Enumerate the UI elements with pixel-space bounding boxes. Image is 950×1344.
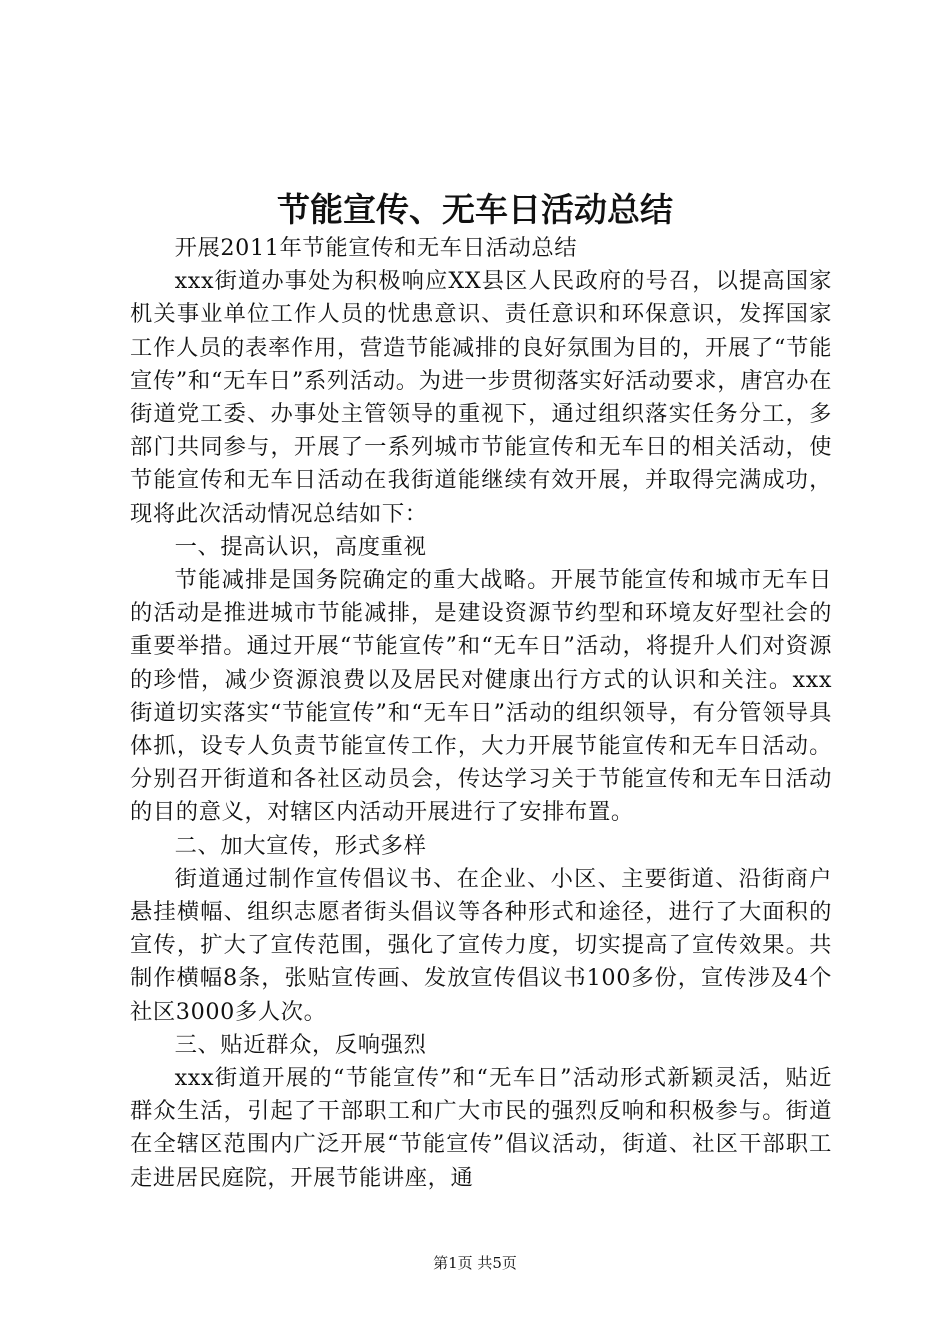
paragraph-intro: xxx街道办事处为积极响应XX县区人民政府的号召，以提高国家机关事业单位工作人员的忧患意识、责任意识和环保意识，发挥国家工作人员的表率作用，营造节能减排的良好氛围为目的，开展了“节能宣传”和“无车日”系列活动。为进一步贯彻落实好活动要求，唐宫办在街道党工委、办事处主管领导的重视下，通过组织落实任务分工，多部门共同参与，开展了一系列城市节能宣传和无车日的相关活动，使节能宣传和无车日活动在我街道能继续有效开展，并取得完满成功，现将此次活动情况总结如下： (130, 268, 832, 527)
section-heading-1: 一、提高认识，高度重视 (174, 533, 427, 560)
document-title: 节能宣传、无车日活动总结 (277, 190, 673, 229)
paragraph-section-3: xxx街道开展的“节能宣传”和“无车日”活动形式新颖灵活，贴近群众生活，引起了干部职工和广大市民的强烈反响和积极参与。街道在全辖区范围内广泛开展“节能宣传”倡议活动，街道、社区干部职工走进居民庭院，开展节能讲座，通 (130, 1065, 832, 1191)
paragraph-section-1: 节能减排是国务院确定的重大战略。开展节能宣传和城市无车日的活动是推进城市节能减排，是建设资源节约型和环境友好型社会的重要举措。通过开展“节能宣传”和“无车日”活动，将提升人们对资源的珍惜，减少资源浪费以及居民对健康出行方式的认识和关注。xxx街道切实落实“节能宣传”和“无车日”活动的组织领导，有分管领导具体抓，设专人负责节能宣传工作，大力开展节能宣传和无车日活动。分别召开街道和各社区动员会，传达学习关于节能宣传和无车日活动的目的意义，对辖区内活动开展进行了安排布置。 (130, 567, 832, 826)
paragraph-subtitle: 开展2011年节能宣传和无车日活动总结 (174, 235, 578, 261)
section-heading-3: 三、贴近群众，反响强烈 (174, 1031, 427, 1058)
document-body (130, 232, 832, 1195)
paragraph-section-2: 街道通过制作宣传倡议书、在企业、小区、主要街道、沿街商户悬挂横幅、组织志愿者街头倡议等各种形式和途径，进行了大面积的宣传，扩大了宣传范围，强化了宣传力度，切实提高了宣传效果。共制作横幅8条，张贴宣传画、发放宣传倡议书100多份，宣传涉及4个社区3000多人次。 (130, 865, 832, 1025)
section-heading-2: 二、加大宣传，形式多样 (174, 832, 427, 859)
page-footer: 第1页 共5页 (433, 1254, 517, 1272)
